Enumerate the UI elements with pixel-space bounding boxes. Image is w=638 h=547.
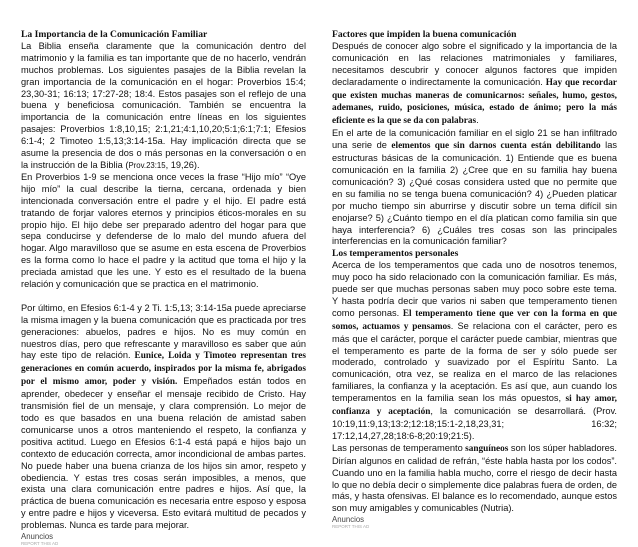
paragraph: La Biblia enseña claramente que la comunicación dentro del matrimonio y la familia es tan importante que de no hacerlo, vendrán muchos problemas. Los siguientes pasajes de la Biblia revelan la gran importancia de la comunicación en el hogar: Proverbios 15:4; 23,30-31; 16:13; 17:27-28; 18:4. Estos pasajes son el reflejo de una buena y beneficiosa comunicación. También se encuentra la importancia de la comunicación entre líneas en los siguientes pasajes: Proverbios 1:8,10,15; 2:1,21;4:1,10,20;5:1;6:1;7:1; Efesios 6:1-4; 2 Timoteo 1:5,13;3:14-15a. Hay implicación directa que se asume la presencia de dos o más personas en la conversación o en la instrucción de la Biblia (Prov.23:15, 19,26).: [21, 40, 306, 170]
paragraph: Por último, en Efesios 6:1-4 y 2 Ti. 1:5,13; 3:14-15a puede apreciarse la misma imagen y la buena comunicación que es practicada por tres generaciones: abuelos, padres e hijos. No es muy común en nuestros días, pero que refrescante y maravilloso es saber que aún hay este tipo de relación. Eunice, Loida y Timoteo representan tres generaciones en común acuerdo, inspirados por la misma fe, abrigados por el mismo amor, poder y visión. Empeñados están todos en aprender, obedecer y enseñar el mensaje recibido de Cristo. Hay transmisión fiel de un mensaje, y clara comprensión. Lo mejor de todo es que basados en una buena relación de amistad saben comunicarse unos a otros manteniendo el respeto, la confianza y positiva actitud. Luego en Efesios 6:1-4 está papá e hijos bajo un contexto de educación correcta, amor incondicional de ambas partes. No puede haber una buena crianza de los hijos sin amor, respeto y obediencia. Y estas tres cosas serán imposibles, a menos, que exista una clara comunicación entre padres e hijos. Así que, la práctica de buena comunicación es necesaria entre esposo y esposa y entre padre e hijos y viceversa. Esto evitará multitud de pecados y problemas. Nunca es tarde para mejorar.: [21, 302, 307, 531]
paragraph: Las personas de temperamento sanguíneos son los súper habladores. Dirían algunos en calidad de refrán, “éste habla hasta por los codos”. Cuando uno en la familia habla mucho, corre el riesgo de decir hasta lo que no debía decir o simplemente dice palabras fuera de orden, de más, y hasta ofensivas. El balance es lo recomendado, aunque estos son muy amigables y comunicables (Nutria).: [332, 442, 618, 514]
right-column: [332, 29, 617, 530]
ads-label: Anuncios: [21, 532, 54, 542]
bold-phrase: elementos que sin darnos cuenta están debilitando: [391, 141, 601, 152]
paragraph: Después de conocer algo sobre el significado y la importancia de la comunicación en las relaciones matrimoniales y familiares, necesitamos descubrir y conocer algunos factores que impiden declaradamente o indirectamente la comunicación. Hay que recordar que existen muchas maneras de comunicarnos: señales, humo, gestos, ademanes, ruido, posiciones, música, estado de ánimo; pero la más eficiente es la que se da con palabras.: [332, 40, 617, 127]
paragraph: Acerca de los temperamentos que cada uno de nosotros tenemos, muy poco ha sido relacionado con la comunicación familiar. Es más, puede ser que muchas personas saben muy poco sobre este tema. Y hasta podría decir que varios ni saben que temperamento tienen como personas. El temperamento tiene que ver con la forma en que somos, actuamos y pensamos. Se relaciona con el carácter, pero es más que el carácter, porque el carácter puede cambiar, mientras que el temperamento es parte de la forma de ser y sólo puede ser moderado, controlado y suavizado por el Espíritu Santo. La comunicación, otra vez, se realiza en el marco de las relaciones familiares, la confianza y la aceptación. Es así que, aun cuando los temperamentos en la familia sean los más opuestos, si hay amor, confianza y aceptación, la comunicación se desarrollará. (Prov. 10:19,11:9,13;13:2;12:18;15:1-2,18,23,31; 16:32; 17:12,14,27,28;18:6-8;20:19;21:5).: [332, 260, 618, 441]
bold-phrase: Eunice, Loida y Timoteo representan tres generaciones en común acuerdo, inspirados por la misma fe, abrigados por el mismo amor, poder y visión.: [21, 351, 307, 388]
report-ad-link[interactable]: REPORT THIS AD: [332, 524, 370, 530]
ads-label: Anuncios: [332, 515, 365, 525]
paragraph: En Proverbios 1-9 se menciona once veces la frase “Hijo mío” “Oye hijo mío” la cual describe la tierna, cercana, ordenada y bien intencionada conversación entre el padre y el hijo. El padre está tratando de forjar valores eternos y principios éticos-morales en su propio hijo. El hijo debe ser preparado adentro del hogar para que sepa conducirse y defenderse de lo malo del mundo afuera del hogar. Algo maravilloso que se asume en esta escena de Proverbios es la forma como lo hace el padre y la actitud que toma el hijo y la preciada amistad que les une. Y esto es el resultado de la buena relación y comunicación que se practica en el matrimonio.: [21, 171, 306, 290]
report-ad-link[interactable]: REPORT THIS AD: [21, 541, 59, 547]
scripture-reference: Prov.23:15: [128, 160, 166, 170]
left-column: [21, 29, 306, 547]
article-title: La Importancia de la Comunicación Familiar: [21, 29, 208, 40]
bold-phrase: Hay que recordar que existen muchas maneras de comunicarnos: señales, humo, gestos, ademanes, ruido, posiciones, música, estado de ánimo; pero la más eficiente es la que se da con palabras: [332, 77, 617, 127]
section-heading: Los temperamentos personales: [332, 248, 459, 260]
bold-phrase: El temperamento tiene que ver con la forma en que somos, actuamos y pensamos: [332, 308, 618, 332]
paragraph: En el arte de la comunicación familiar en el siglo 21 se han infiltrado una serie de elementos que sin darnos cuenta están debilitando las estructuras básicas de la comunicación. 1) Entiende que es buena comunicación en la familia 2) ¿Cree que en su familia hay buena comunicación? 3) ¿Qué cosas considera usted que no permite que en su familia no se tenga buena comunicación? 4) ¿Pueden platicar por mucho tiempo sin aburrirse y discutir sobre un tema difícil sin enojarse? 5) ¿Cuánto tiempo en el día platican como familia sin que haya interferencia? 6) ¿Cuáles tres cosas son las principales interferencias en la comunicación familiar?: [332, 128, 617, 247]
section-heading: Factores que impiden la buena comunicación: [332, 29, 517, 40]
bold-phrase: sanguíneos: [462, 443, 509, 454]
bold-phrase: si hay amor, confianza y aceptación: [332, 394, 617, 418]
